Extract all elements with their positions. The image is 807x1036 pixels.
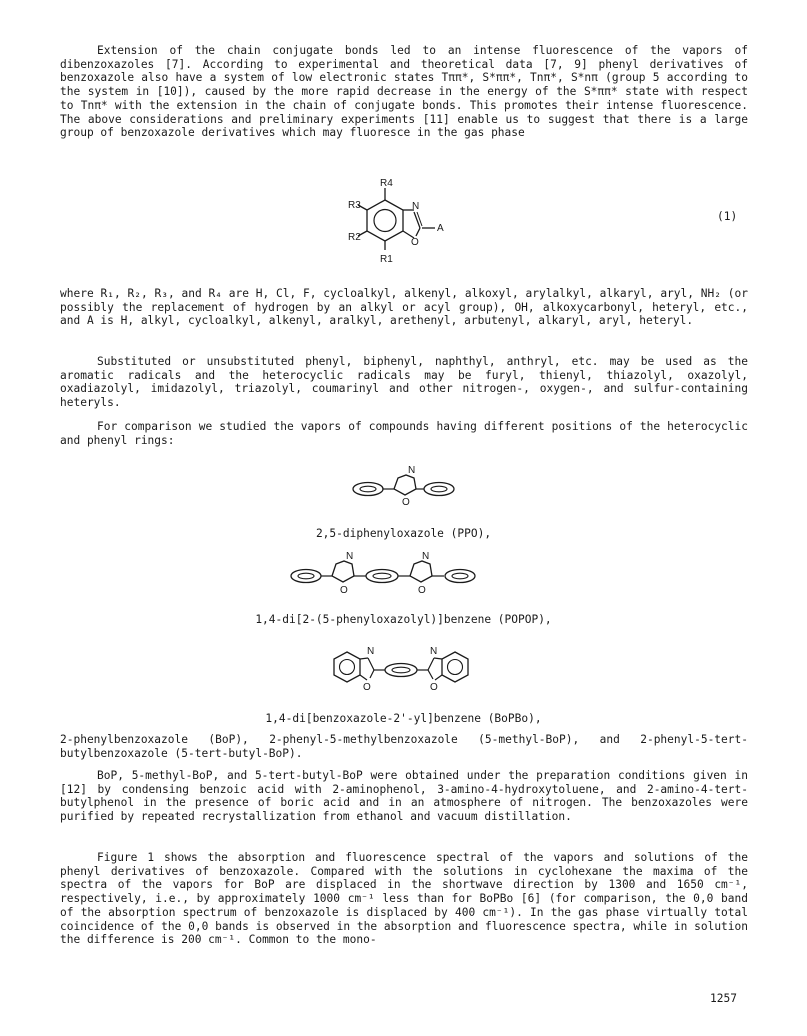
- label-nitrogen: N: [412, 201, 420, 212]
- label-r3: R3: [348, 200, 361, 211]
- label-r4: R4: [380, 178, 393, 189]
- bopbo-label-oxygen-1: O: [363, 682, 371, 693]
- caption-ppo: 2,5-diphenyloxazole (PPO),: [315, 527, 492, 540]
- equation-number: (1): [717, 210, 738, 223]
- label-oxygen: O: [411, 237, 419, 248]
- paragraph-comparison: For comparison we studied the vapors of compounds having different positions of the heterocyclic and phenyl rings:: [60, 420, 748, 447]
- bopbo-structure: [330, 638, 480, 698]
- popop-label-oxygen-1: O: [340, 585, 348, 596]
- popop-label-nitrogen-2: N: [422, 551, 430, 562]
- caption-bopbo: 1,4-di[benzoxazole-2'-yl]benzene (BoPBo),: [265, 712, 542, 725]
- label-r2: R2: [348, 232, 361, 243]
- popop-structure: [286, 550, 526, 594]
- caption-popop: 1,4-di[2-(5-phenyloxazolyl)]benzene (POPOP),: [255, 613, 552, 626]
- popop-label-nitrogen-1: N: [346, 551, 354, 562]
- benzoxazole-general-structure: [340, 178, 460, 268]
- bopbo-label-nitrogen-1: N: [367, 646, 375, 657]
- ppo-label-oxygen: O: [402, 497, 410, 508]
- paragraph-bop-compounds: 2-phenylbenzoxazole (BoP), 2-phenyl-5-methylbenzoxazole (5-methyl-BoP), and 2-phenyl-5-tert-butylbenzoxazole (5-tert-butyl-BoP).: [60, 733, 748, 760]
- bopbo-label-oxygen-2: O: [430, 682, 438, 693]
- label-a: A: [437, 223, 444, 234]
- paragraph-substituents: where R₁, R₂, R₃, and R₄ are H, Cl, F, cycloalkyl, alkenyl, alkoxyl, arylalkyl, alkaryl, aryl, NH₂ (or possibly the replacement of hydrogen by an alkyl or acyl group), OH, alkoxycarbonyl, heteryl, etc., and A is H, alkyl, cycloalkyl, alkenyl, aralkyl, arethenyl, arbutenyl, alkaryl, aryl, heteryl.: [60, 287, 748, 328]
- ppo-structure: [350, 465, 460, 508]
- paragraph-figure-discussion: Figure 1 shows the absorption and fluorescence spectral of the vapors and solutions of the phenyl derivatives of benzoxazole. Compared with the solutions in cyclohexane the maxima of the spectra of the vapors for BoP are displaced in the shortwave direction by 1300 and 1650 cm⁻¹, respectively, i.e., by approximately 1000 cm⁻¹ less than for BoPBo [6] (for comparison, the 0,0 band of the absorption spectrum of benzoxazole is displaced by 400 cm⁻¹). In the gas phase virtually total coincidence of the 0,0 bands is observed in the absorption and fluorescence spectra, while in solution the difference is 200 cm⁻¹. Common to the mono-: [60, 851, 748, 947]
- label-r1: R1: [380, 254, 393, 265]
- ppo-label-nitrogen: N: [408, 465, 416, 476]
- paragraph-preparation: BoP, 5-methyl-BoP, and 5-tert-butyl-BoP were obtained under the preparation conditions given in [12] by condensing benzoic acid with 2-aminophenol, 3-amino-4-hydroxytoluene, and 2-amino-4-tert-butylphenol in the presence of boric acid and in an atmosphere of nitrogen. The benzoxazoles were purified by repeated recrystallization from ethanol and vacuum distillation.: [60, 769, 748, 824]
- page-number: 1257: [710, 992, 737, 1005]
- popop-label-oxygen-2: O: [418, 585, 426, 596]
- bopbo-label-nitrogen-2: N: [430, 646, 438, 657]
- paragraph-radicals: Substituted or unsubstituted phenyl, biphenyl, naphthyl, anthryl, etc. may be used as the aromatic radicals and the heterocyclic radicals may be furyl, thienyl, thiazolyl, oxazolyl, oxadiazolyl, imidazolyl, triazolyl, coumarinyl and other nitrogen-, oxygen-, and sulfur-containing heteryls.: [60, 355, 748, 410]
- paragraph-intro: Extension of the chain conjugate bonds led to an intense fluorescence of the vapors of dibenzoxazoles [7]. According to experimental and theoretical data [7, 9] phenyl derivatives of benzoxazole also have a system of low electronic states Tππ*, S*ππ*, Tnπ*, S*nπ (group 5 according to the system in [10]), caused by the more rapid decrease in the energy of the S*ππ* state with respect to Tnπ* with the extension in the chain of conjugate bonds. This promotes their intense fluorescence. The above considerations and preliminary experiments [11] enable us to suggest that there is a large group of benzoxazole derivatives which may fluoresce in the gas phase: [60, 44, 748, 140]
